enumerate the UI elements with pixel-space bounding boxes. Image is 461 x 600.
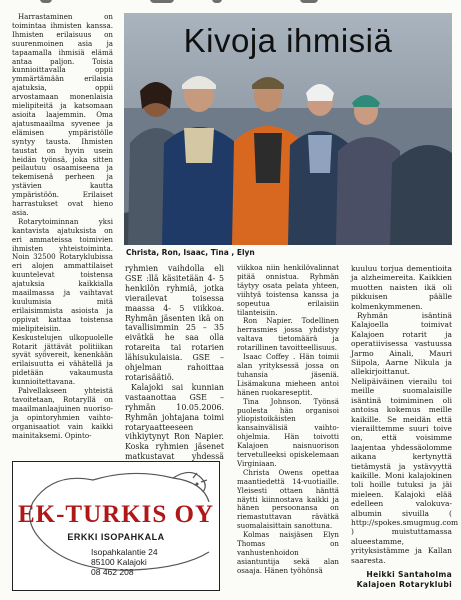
advertisement (12, 461, 220, 591)
paragraph: Rotarytoiminnan yksi kantavista ajatuksista on eri ammateissa toimivien ihmisten yhteistoiminta. Noin 32500 Rotaryklubissa eri alojen ammattilaiset kuuntelevat toistensa ajatuksia kaikkialla maailmassa ja vaihtavat kuulumisia mitä erilaisimmista asioista ja oppivat kattaa toistensa mielipiteisiin. Keskustelujen ulkopuolelle Rotarit jättävät politiikan syvät syövereit, kenenkään erilaisuutta ei vähätellä ja pidetään vakaumusta kunnioitettavana. (12, 216, 113, 387)
ad-brand: EK-TURKIS OY (17, 501, 215, 528)
previous-page-strip (0, 0, 461, 6)
paragraph: Palvellakseen yhteistä tavoitetaan, Rotaryllä on maailmanlaajuinen nuoriso- ja opintoryhmien vaihto-organisaatiot vain kaikki mainitaksemi. Opinto- (12, 386, 113, 440)
paragraph: Ryhmän isäntinä Kalajoella toimivat Kalajoen rotarit ja operatiivisessa vastuussa Jarmo Ainali, Mauri Siipola, Aarne Nikula ja allekirjoittanut. Nelipäiväinen vierailu toi meille suomalaisille isäntinä toimiminen oli antoisa kokemus meille kaikille. Se meidän että vierailttemme suuri toive on, että voisimme laajentaa yhdessäolomme aikana kertynyttä tietämystä ja ystävyyttä kaikille. Moni kalajokinen toli hoille tutuksi ja jäi mieleen. Kalajoki elää edelleen valokuva-albumin sivuilla ( http://spokes.smugmug.com ) muistuttamassa alueestamme, yrityksistämme ja Kallan saaresta. (351, 311, 459, 565)
paragraph: Tina Johnson. Työnsä puolesta hän organisoi yliopistoikäisten kansainvälisiä vaihto-ohjelmia. Hän toivotti Kalajoen naisnuorison tervetulleeksi opiskelemaan Virginiaan. (237, 396, 339, 468)
ad-address (91, 547, 158, 577)
signature-name: Heikki Santaholma (366, 570, 452, 579)
headline: Kivoja ihmisiä (183, 22, 393, 59)
paragraph: Ron Napier. Todellinen herrasmies jossa yhdistyy valtava tietomäärä ja rotarillinen tavoitteellisuus. (237, 316, 339, 353)
article-column-1 (12, 13, 113, 441)
paragraph: ryhmien vaihdolla eli GSE :llä käsitetään 4- 5 henkilön ryhmiä, jotka vierailevat toisessa maassa 4- 5 viikkoa. Ryhmän jäsenten ikä on tavallisimmin 25 – 35 eivätkä he saa olla rotareita tai rotarien lähisukulaisia. GSE – ohjelman rahoittaa rotarisäätiö. (125, 264, 224, 382)
paragraph: Christa Owens opettaa maantiedettä 14-vuotiaille. Yleisesti ottaen hänttä näytti kiinnostava kaikki ja hänen persoonansa on riemastuttavan rävätkä suomalaisittain sanottuna. (237, 467, 339, 531)
article-column-3 (237, 264, 339, 576)
ad-street: Isopahkalantie 24 (91, 547, 158, 557)
paragraph: Kolmas naisjäsen Elyn Thomas on vanhustenhoidon asiantuntija sekä alan osaaja. Hänen työhönsä (237, 530, 339, 575)
paragraph: kuuluu torjua dementioita ja alzheimereita. Kaikkien muotten naisten ikä oli pikkuisen päälle kolmenkymmenen. (351, 264, 452, 311)
article-column-2 (125, 264, 224, 472)
signature-club: Kalajoen Rotaryklubi (356, 580, 452, 589)
paragraph: Kalajoki sai kunnian vastaanottaa GSE – ryhmän 10.05.2006. Ryhmän johtajana toimi rotaryaatteeseen vihkiytynyt Ron Napier. Koska ryhmien jäsenet matkustavat yhdessä (125, 382, 224, 462)
paragraph: Harrastaminen on toimintaa ihmisten kanssa. Ihmisten erilaisuus on suurenmoinen asia ja tapaamalla ihmisiä elämä antaa paljon. Toisia kunnioittavalla oppii ymmärtämään erilaisia ajatuksia, oppii arvostamaan monenlaisia mielipiteitä ja katsomaan asioita laajemmin. Oma ajatusmaailma syvenee ja elämisen ympäristölle syntyy tausta. Ihmisten taustat on hyvin usein heidän työnsä, joka sitten peilautuu osaamiseena ja tekemisenä perheen ja ystävien kautta ympäristöön. Erilaiset harrastukset ovat hieno asia. (12, 12, 113, 217)
ad-phone: 08 462 208 (91, 567, 134, 577)
paragraph: Isaac Coffey . Hän toimii alan yrityksessä jossa on tuhansia jäseniä. Lisämakuna mieheen antoi hänen ruokareseptit. (237, 352, 339, 397)
signature (351, 570, 452, 590)
article-column-4 (351, 264, 459, 590)
group-photo (124, 13, 452, 245)
photo-caption: Christa, Ron, Isaac, Tina , Elyn (126, 248, 255, 257)
ad-city: 85100 Kalajoki (91, 557, 147, 567)
paragraph: viikkoa niin henkilövalinnat pitää onnistua. Ryhmän täytyy osata pelata yhteen, viihtyä toistensa kanssa ja sopeutua erilaisiin tilanteisiin. (237, 263, 339, 317)
ad-owner-name: ERKKI ISOPAHKALA (67, 532, 165, 542)
